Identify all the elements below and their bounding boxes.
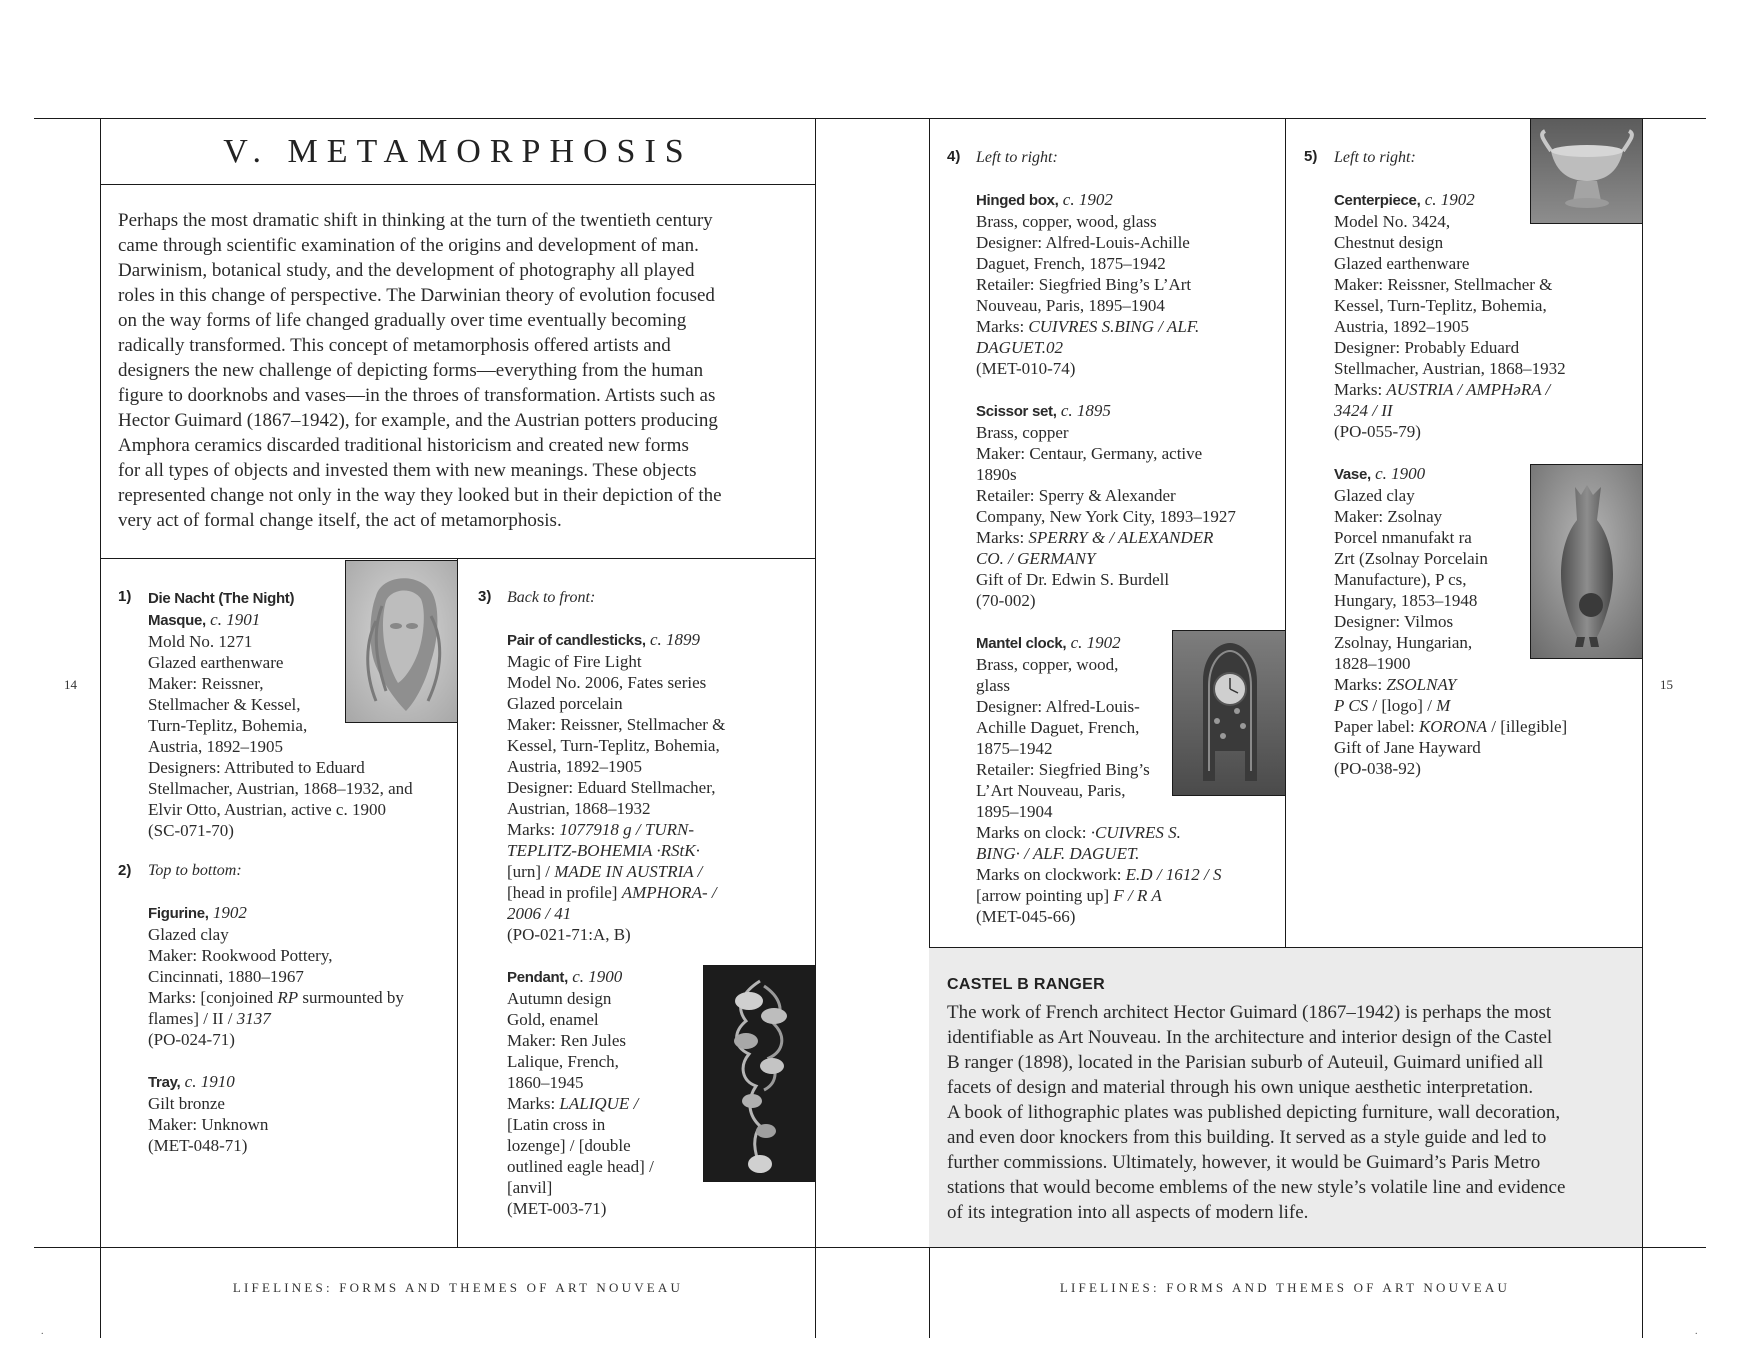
- intro-line: roles in this change of perspective. The Darwinian theory of evolution focused: [118, 285, 715, 306]
- tray-date: c. 1910: [184, 1072, 235, 1091]
- entry-1-line: Mold No. 1271: [148, 632, 253, 651]
- pendant-marks-italic: LALIQUE /: [559, 1094, 639, 1113]
- right-column-divider: [1285, 118, 1286, 947]
- entry-2: [148, 860, 404, 1156]
- scissor-set-line: Maker: Centaur, Germany, active: [976, 444, 1203, 463]
- tray-line: Gilt bronze: [148, 1094, 225, 1113]
- tray-line: (MET-048-71): [148, 1136, 248, 1155]
- mantel-clockwork-marks-line2: [arrow pointing up]: [976, 886, 1114, 905]
- vase-line: Designer: Vilmos: [1334, 612, 1454, 631]
- page-number-left: 14: [64, 677, 77, 692]
- sidebar-castel-beranger: [929, 948, 1642, 1247]
- candlesticks-marks-line4-italic: AMPHORA- /: [621, 883, 717, 902]
- mantel-clock-name: Mantel clock,: [976, 635, 1067, 652]
- centerpiece-name: Centerpiece,: [1334, 192, 1421, 209]
- vase-line: Zrt (Zsolnay Porcelain: [1334, 549, 1488, 568]
- entry-4: [976, 147, 1236, 927]
- sidebar-text: [947, 1000, 1637, 1225]
- intro-line: figure to doorknobs and vases—in the throes of transformation. Artists such as: [118, 385, 716, 406]
- intro-line: on the way forms of life changed gradually over time eventually becoming: [118, 310, 687, 331]
- mask-image: [346, 561, 458, 723]
- mantel-clockwork-marks-italic: E.D / 1612 / S: [1125, 865, 1222, 884]
- vase-line: Zsolnay, Hungarian,: [1334, 633, 1473, 652]
- mantel-clockwork-marks: Marks on clockwork:: [976, 865, 1126, 884]
- entry-1-line: Maker: Reissner,: [148, 674, 264, 693]
- pendant-line: 1860–1945: [507, 1073, 584, 1092]
- centerpiece-date: c. 1902: [1424, 190, 1475, 209]
- figurine-marks-italic: RP: [277, 988, 299, 1007]
- hinged-box-name: Hinged box,: [976, 192, 1059, 209]
- vase-line: 1828–1900: [1334, 654, 1411, 673]
- candlesticks-line: Magic of Fire Light: [507, 652, 642, 671]
- entry-1-name-cont: Masque,: [148, 612, 206, 629]
- mask-photo: [345, 560, 458, 723]
- mantel-clock-line: Achille Daguet, French,: [976, 718, 1140, 737]
- pendant-marks-line: [Latin cross in: [507, 1115, 606, 1134]
- tray-line: Maker: Unknown: [148, 1115, 269, 1134]
- figurine-line: Glazed clay: [148, 925, 229, 944]
- scissor-set-date: c. 1895: [1060, 401, 1111, 420]
- mantel-clock-marks: Marks on clock:: [976, 823, 1091, 842]
- section-title: V. METAMORPHOSIS: [223, 133, 693, 170]
- figurine-date: 1902: [212, 903, 247, 922]
- entry-2-heading: Top to bottom:: [148, 862, 242, 879]
- hinged-box-line: Brass, copper, wood, glass: [976, 212, 1157, 231]
- mantel-clock-marks-italic: ·CUIVRES S.: [1090, 823, 1181, 842]
- candlesticks-marks-italic: 1077918 g / TURN-: [559, 820, 695, 839]
- top-rule: [34, 118, 1706, 119]
- candlesticks-marks-line3: [urn] /: [507, 862, 555, 881]
- vase-line: Maker: Zsolnay: [1334, 507, 1443, 526]
- vase-date: c. 1900: [1375, 464, 1426, 483]
- pendant-line: Maker: Ren Jules: [507, 1031, 626, 1050]
- candlesticks-marks: Marks:: [507, 820, 560, 839]
- hinged-box-line: Designer: Alfred-Louis-Achille: [976, 233, 1190, 252]
- tray-name: Tray,: [148, 1074, 181, 1091]
- pendant-marks-line: [anvil]: [507, 1178, 553, 1197]
- figurine-name: Figurine,: [148, 905, 209, 922]
- vase-image: [1531, 465, 1643, 659]
- candlesticks-date: c. 1899: [650, 630, 701, 649]
- pendant-photo: [703, 965, 816, 1182]
- mantel-clock-line: 1895–1904: [976, 802, 1053, 821]
- mantel-clock-marks-line2: BING· / ALF. DAGUET.: [976, 844, 1140, 863]
- centerpiece-line: Glazed earthenware: [1334, 254, 1470, 273]
- centerpiece-marks: Marks:: [1334, 380, 1387, 399]
- entry-1-line: Turn-Teplitz, Bohemia,: [148, 716, 308, 735]
- mantel-clock-line: Retailer: Siegfried Bing’s: [976, 760, 1150, 779]
- scissor-set-accession: (70-002): [976, 591, 1036, 610]
- entry-1-date: c. 1901: [210, 610, 261, 629]
- vase-marks-italic: ZSOLNAY: [1386, 675, 1457, 694]
- scissor-set-name: Scissor set,: [976, 403, 1057, 420]
- centerpiece-line: Designer: Probably Eduard: [1334, 338, 1520, 357]
- entry-4-number: 4): [947, 148, 961, 165]
- entry-5-heading: Left to right:: [1334, 149, 1416, 166]
- intro-line: Perhaps the most dramatic shift in thinking at the turn of the twentieth century: [118, 210, 713, 231]
- intro-line: came through scientific examination of the origins and development of man.: [118, 235, 699, 256]
- entry-3-number: 3): [478, 588, 492, 605]
- vase-line: Hungary, 1853–1948: [1334, 591, 1478, 610]
- scissor-set-line: Gift of Dr. Edwin S. Burdell: [976, 570, 1170, 589]
- figurine-marks-line2: flames] / II /: [148, 1009, 237, 1028]
- entry-1-line: Stellmacher, Austrian, 1868–1932, and: [148, 779, 413, 798]
- entry-3: [507, 587, 725, 1219]
- entry-1-line: Austria, 1892–1905: [148, 737, 284, 756]
- pendant-image: [704, 966, 816, 1182]
- vase-line: Glazed clay: [1334, 486, 1415, 505]
- candlesticks-marks-line3-italic: MADE IN AUSTRIA /: [554, 862, 703, 881]
- pendant-marks: Marks:: [507, 1094, 560, 1113]
- hinged-box-marks-italic: CUIVRES S.BING / ALF.: [1028, 317, 1200, 336]
- mantel-clock-line: L’Art Nouveau, Paris,: [976, 781, 1126, 800]
- scissor-set-marks: Marks:: [976, 528, 1029, 547]
- vase-accession: (PO-038-92): [1334, 759, 1421, 778]
- centerpiece-line: Stellmacher, Austrian, 1868–1932: [1334, 359, 1566, 378]
- candlesticks-line: Austrian, 1868–1932: [507, 799, 651, 818]
- vase-marks-line2-end: M: [1436, 696, 1451, 715]
- vase-marks-line2: / [logo] /: [1368, 696, 1437, 715]
- centerpiece-image: [1531, 119, 1643, 224]
- mantel-clock-line: 1875–1942: [976, 739, 1053, 758]
- centerpiece-photo: [1530, 118, 1643, 224]
- sidebar-line: A book of lithographic plates was published depicting furniture, wall decoration,: [947, 1102, 1561, 1123]
- vase-paper-label-italic: KORONA: [1418, 717, 1487, 736]
- entry-2-number: 2): [118, 862, 132, 879]
- vase-marks-line2-italic: P CS: [1334, 696, 1369, 715]
- figurine-line: Cincinnati, 1880–1967: [148, 967, 304, 986]
- sidebar-line: facets of design and material through his own unique aesthetic interpretation.: [947, 1077, 1534, 1098]
- pendant-name: Pendant,: [507, 969, 568, 986]
- hinged-box-line: Daguet, French, 1875–1942: [976, 254, 1166, 273]
- running-footer-right: LIFELINES: FORMS AND THEMES OF ART NOUVEAU: [1059, 1280, 1511, 1295]
- candlesticks-line: Designer: Eduard Stellmacher,: [507, 778, 716, 797]
- vase-paper-label: Paper label:: [1334, 717, 1419, 736]
- intro-line: designers the new challenge of depicting forms—everything from the human: [118, 360, 704, 381]
- pendant-accession: (MET-003-71): [507, 1199, 607, 1218]
- entry-1-number: 1): [118, 588, 132, 605]
- scissor-set-line: Brass, copper: [976, 423, 1069, 442]
- hinged-box-line: Retailer: Siegfried Bing’s L’Art: [976, 275, 1192, 294]
- hinged-box-marks: Marks:: [976, 317, 1029, 336]
- vase-paper-label-end: / [illegible]: [1486, 717, 1568, 736]
- candlesticks-line: Maker: Reissner, Stellmacher &: [507, 715, 726, 734]
- candlesticks-line: Model No. 2006, Fates series: [507, 673, 707, 692]
- scissor-set-line: 1890s: [976, 465, 1017, 484]
- candlesticks-line: Glazed porcelain: [507, 694, 623, 713]
- intro-line: Hector Guimard (1867–1942), for example, and the Austrian potters producing: [118, 410, 718, 431]
- vase-photo: [1530, 464, 1643, 659]
- sidebar-line: stations that would become emblems of the new style’s volatile line and evidence: [947, 1177, 1566, 1198]
- centerpiece-marks-line2: 3424 / II: [1334, 401, 1393, 420]
- pendant-marks-line: outlined eagle head] /: [507, 1157, 654, 1176]
- centerpiece-marks-italic: AUSTRIA / AMPHəRA /: [1386, 380, 1551, 399]
- intro-line: radically transformed. This concept of metamorphosis offered artists and: [118, 335, 671, 356]
- entry-5-number: 5): [1304, 148, 1318, 165]
- mantel-clock-line: Designer: Alfred-Louis-: [976, 697, 1140, 716]
- sidebar-line: identifiable as Art Nouveau. In the architecture and interior design of the Castel: [947, 1027, 1553, 1048]
- mantel-clock-date: c. 1902: [1070, 633, 1121, 652]
- centerpiece-accession: (PO-055-79): [1334, 422, 1421, 441]
- entry-4-heading: Left to right:: [976, 149, 1058, 166]
- vase-marks: Marks:: [1334, 675, 1387, 694]
- sidebar-line: B ranger (1898), located in the Parisian suburb of Auteuil, Guimard unified all: [947, 1052, 1544, 1073]
- entry-1-line: Designers: Attributed to Eduard: [148, 758, 365, 777]
- right-margin-rule: [1642, 118, 1643, 1338]
- hinged-box-marks-line2: DAGUET.02: [976, 338, 1064, 357]
- intro-line: represented change not only in the way they looked but in their depiction of the: [118, 485, 722, 506]
- running-footer-left: LIFELINES: FORMS AND THEMES OF ART NOUVEAU: [232, 1280, 684, 1295]
- centerpiece-line: Maker: Reissner, Stellmacher &: [1334, 275, 1553, 294]
- pendant-line: Lalique, French,: [507, 1052, 619, 1071]
- sidebar-line: of its integration into all aspects of modern life.: [947, 1202, 1309, 1223]
- title-rule: [100, 184, 815, 185]
- candlesticks-line: Austria, 1892–1905: [507, 757, 643, 776]
- centerpiece-line: Chestnut design: [1334, 233, 1444, 252]
- sidebar-heading: CASTEL B RANGER: [947, 976, 1105, 993]
- vase-line: Gift of Jane Hayward: [1334, 738, 1481, 757]
- centerpiece-line: Kessel, Turn-Teplitz, Bohemia,: [1334, 296, 1547, 315]
- crop-mark-left: .: [41, 1326, 44, 1337]
- intro-paragraph: [118, 208, 808, 533]
- entry-5: [1334, 147, 1567, 779]
- entry-3-heading: Back to front:: [507, 589, 596, 606]
- pendant-line: Autumn design: [507, 989, 612, 1008]
- vase-name: Vase,: [1334, 466, 1371, 483]
- bottom-rule: [34, 1247, 1706, 1248]
- hinged-box-accession: (MET-010-74): [976, 359, 1076, 378]
- left-margin-rule: [100, 118, 101, 1338]
- entry-1-name: Die Nacht (The Night): [148, 590, 295, 607]
- intro-line: very act of formal change itself, the act of metamorphosis.: [118, 510, 562, 531]
- mantel-clock-line: Brass, copper, wood,: [976, 655, 1119, 674]
- candlesticks-line: Kessel, Turn-Teplitz, Bohemia,: [507, 736, 720, 755]
- intro-line: Darwinism, botanical study, and the development of photography all played: [118, 260, 695, 281]
- entry-1-line: Elvir Otto, Austrian, active c. 1900: [148, 800, 386, 819]
- figurine-marks-cont: surmounted by: [298, 988, 404, 1007]
- vase-line: Manufacture), P cs,: [1334, 570, 1467, 589]
- hinged-box-date: c. 1902: [1062, 190, 1113, 209]
- entry-1-line: Stellmacher & Kessel,: [148, 695, 301, 714]
- hinged-box-line: Nouveau, Paris, 1895–1904: [976, 296, 1165, 315]
- candlesticks-marks-line5: 2006 / 41: [507, 904, 572, 923]
- centerpiece-line: Model No. 3424,: [1334, 212, 1451, 231]
- figurine-marks: Marks: [conjoined: [148, 988, 278, 1007]
- candlesticks-accession: (PO-021-71:A, B): [507, 925, 631, 944]
- intro-line: for all types of objects and invested them with new meanings. These objects: [118, 460, 697, 481]
- candlesticks-name: Pair of candlesticks,: [507, 632, 646, 649]
- mantel-clock-accession: (MET-045-66): [976, 907, 1076, 926]
- pendant-marks-line: lozenge] / [double: [507, 1136, 631, 1155]
- figurine-marks-number: 3137: [236, 1009, 271, 1028]
- intro-line: Amphora ceramics discarded traditional historicism and created new forms: [118, 435, 689, 456]
- sidebar-line: further commissions. Ultimately, however, it would be Guimard’s Paris Metro: [947, 1152, 1541, 1173]
- pendant-line: Gold, enamel: [507, 1010, 599, 1029]
- scissor-set-marks-line2: CO. / GERMANY: [976, 549, 1096, 568]
- scissor-set-line: Company, New York City, 1893–1927: [976, 507, 1236, 526]
- scissor-set-line: Retailer: Sperry & Alexander: [976, 486, 1176, 505]
- clock-image: [1173, 631, 1286, 796]
- entry-1-line: (SC-071-70): [148, 821, 234, 840]
- candlesticks-marks-line4: [head in profile]: [507, 883, 622, 902]
- figurine-accession: (PO-024-71): [148, 1030, 235, 1049]
- sidebar-line: and even door knockers from this building. It served as a style guide and led to: [947, 1127, 1547, 1148]
- mantel-clockwork-marks-line2-italic: F / R A: [1113, 886, 1162, 905]
- pendant-date: c. 1900: [572, 967, 623, 986]
- mantel-clock-line: glass: [976, 676, 1010, 695]
- crop-mark-right: .: [1695, 1326, 1698, 1337]
- candlesticks-marks-line2: TEPLITZ-BOHEMIA ·RStK·: [507, 841, 700, 860]
- centerpiece-line: Austria, 1892–1905: [1334, 317, 1470, 336]
- clock-photo: [1172, 630, 1286, 796]
- entry-1-line: Glazed earthenware: [148, 653, 284, 672]
- page-number-right: 15: [1660, 677, 1673, 692]
- figurine-line: Maker: Rookwood Pottery,: [148, 946, 333, 965]
- sidebar-line: The work of French architect Hector Guimard (1867–1942) is perhaps the most: [947, 1002, 1552, 1023]
- vase-line: Porcel nmanufakt ra: [1334, 528, 1472, 547]
- scissor-set-marks-italic: SPERRY & / ALEXANDER: [1028, 528, 1214, 547]
